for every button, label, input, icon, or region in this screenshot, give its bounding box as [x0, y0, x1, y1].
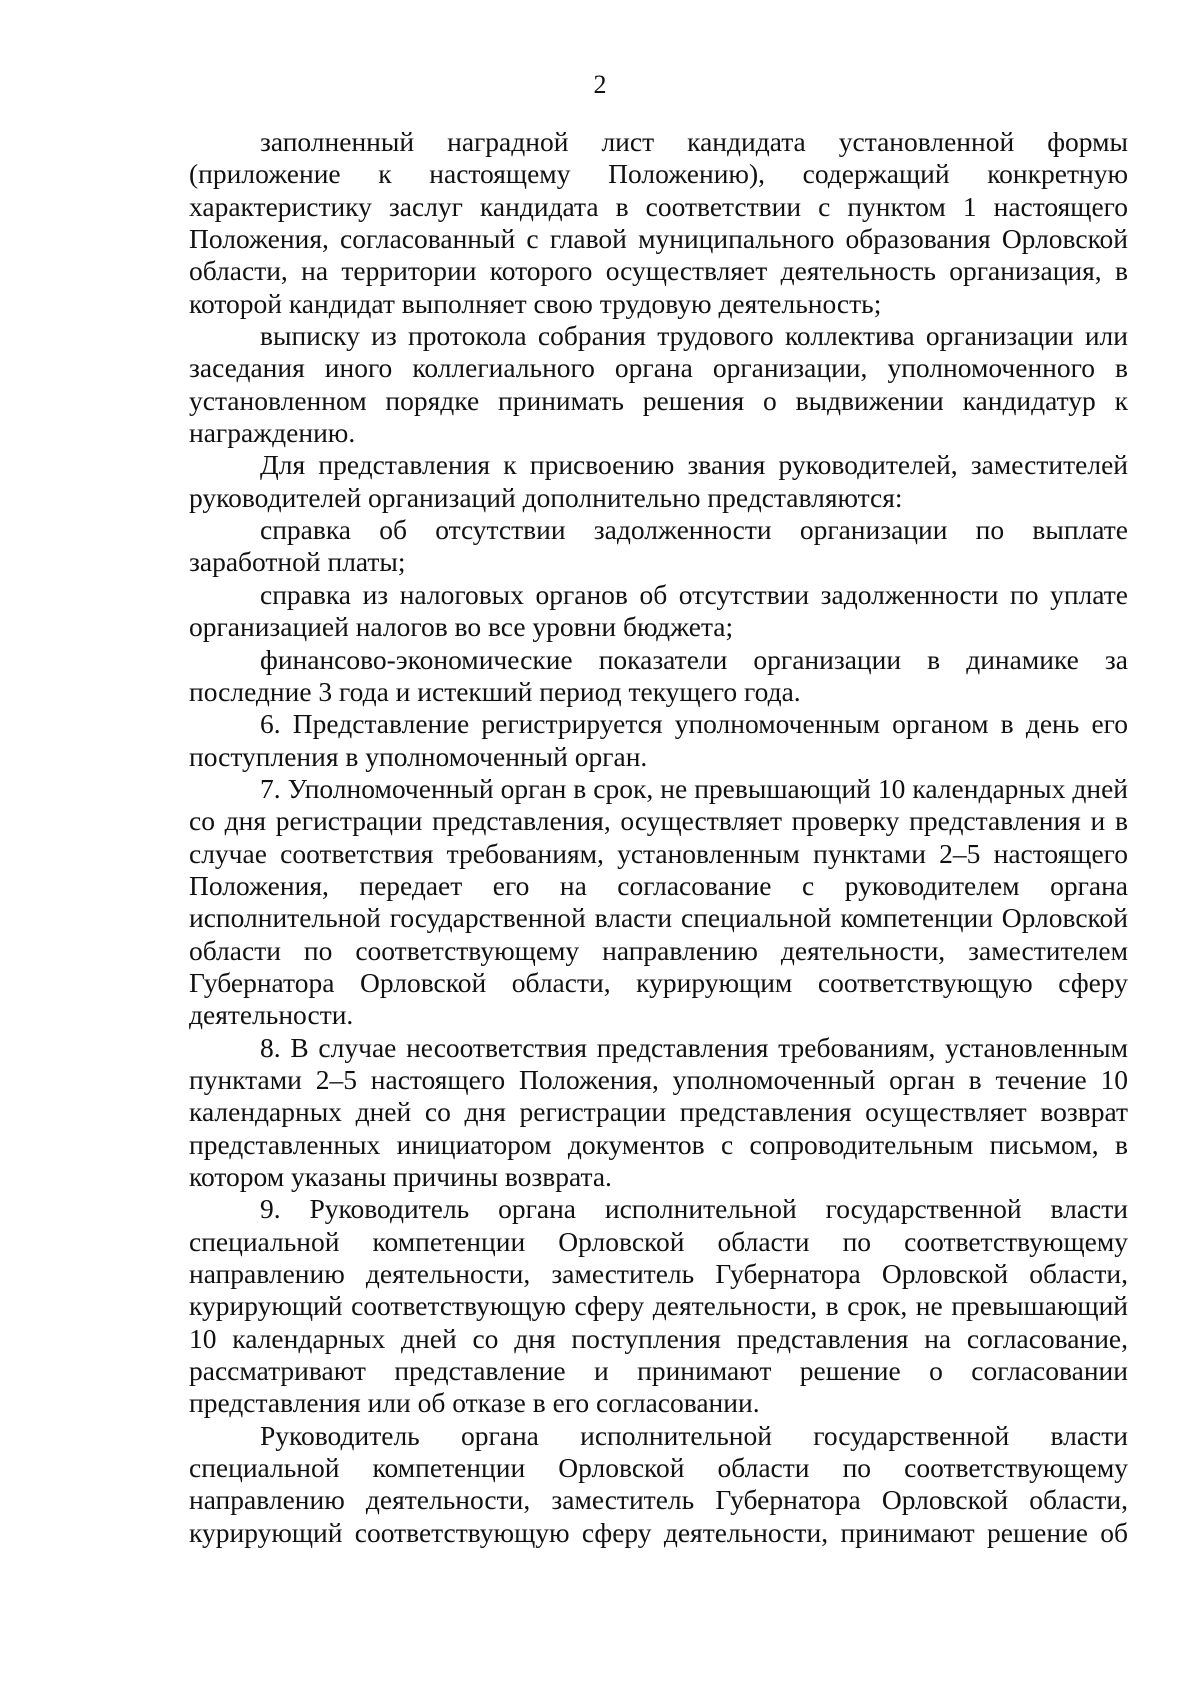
- document-body: [189, 126, 1128, 1549]
- paragraph-item-8: 8. В случае несоответствия представления требованиям, установленным пунктами 2–5 настоящего Положения, уполномоченный орган в течение 10 календарных дней со дня регистрации представления осуществляет возврат представленных инициатором документов с сопроводительным письмом, в котором указаны причины возврата.: [189, 1031, 1128, 1192]
- paragraph-award-sheet: заполненный наградной лист кандидата установленной формы (приложение к настоящему Положению), содержащий конкретную характеристику заслуг кандидата в соответствии с пунктом 1 настоящего Положения, согласованный с главой муниципального образования Орловской области, на территории которого осуществляет деятельность организация, в которой кандидат выполняет свою трудовую деятельность;: [189, 126, 1128, 319]
- page-number: 2: [593, 70, 607, 99]
- paragraph-salary-certificate: справка об отсутствии задолженности организации по выплате заработной платы;: [189, 514, 1128, 578]
- paragraph-managers-intro: Для представления к присвоению звания руководителей, заместителей руководителей организаций дополнительно представляются:: [189, 449, 1128, 513]
- paragraph-item-9: 9. Руководитель органа исполнительной государственной власти специальной компетенции Орловской области по соответствующему направлению деятельности, заместитель Губернатора Орловской области, курирующий соответствующую сферу деятельности, в срок, не превышающий 10 календарных дней со дня поступления представления на согласование, рассматривают представление и принимают решение о согласовании представления или об отказе в его согласовании.: [189, 1193, 1128, 1419]
- paragraph-tax-certificate: справка из налоговых органов об отсутствии задолженности по уплате организацией налогов во все уровни бюджета;: [189, 578, 1128, 643]
- paragraph-manager-decision: Руководитель органа исполнительной государственной власти специальной компетенции Орловской области по соответствующему направлению деятельности, заместитель Губернатора Орловской области, курирующий соответствующую сферу деятельности, принимают решение об: [189, 1419, 1128, 1548]
- paragraph-protocol-extract: выписку из протокола собрания трудового коллектива организации или заседания иного коллегиального органа организации, уполномоченного в установленном порядке принимать решения о выдвижении кандидатур к награждению.: [189, 320, 1128, 449]
- paragraph-item-6: 6. Представление регистрируется уполномоченным органом в день его поступления в уполномоченный орган.: [189, 708, 1128, 772]
- paragraph-item-7: 7. Уполномоченный орган в срок, не превышающий 10 календарных дней со дня регистрации представления, осуществляет проверку представления и в случае соответствия требованиям, установленным пунктами 2–5 настоящего Положения, передает его на согласование с руководителем органа исполнительной государственной власти специальной компетенции Орловской области по соответствующему направлению деятельности, заместителем Губернатора Орловской области, курирующим соответствующую сферу деятельности.: [189, 772, 1128, 1031]
- paragraph-financial-indicators: финансово-экономические показатели организации в динамике за последние 3 года и истекший период текущего года.: [189, 643, 1128, 707]
